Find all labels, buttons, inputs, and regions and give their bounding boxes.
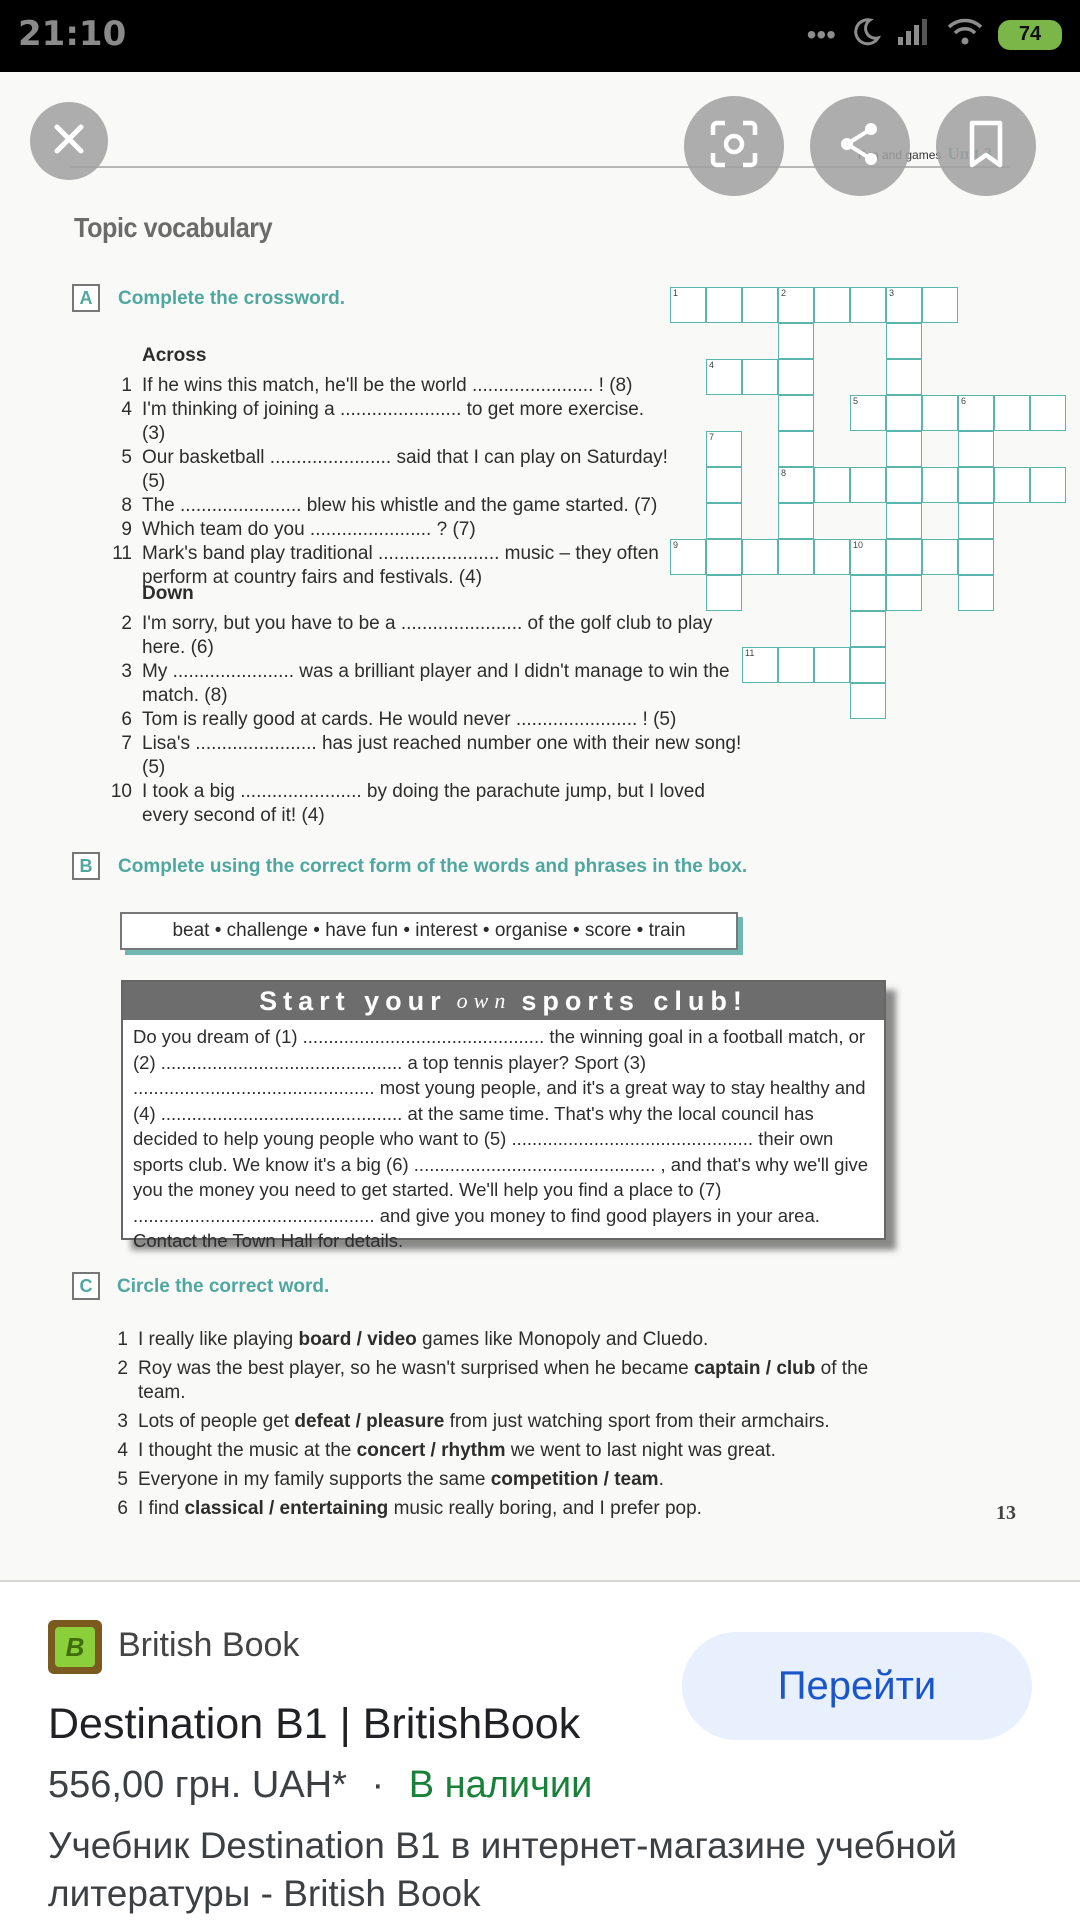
circle-item bbox=[108, 1357, 908, 1405]
clue-text: My ....................... was a brilliant player and I didn't manage to win the match. (8) bbox=[142, 661, 730, 706]
crossword-number: 7 bbox=[709, 432, 715, 442]
clue-item bbox=[102, 780, 752, 828]
crossword-cell bbox=[886, 467, 922, 503]
heading-part-2: sports club! bbox=[521, 985, 748, 1016]
crossword-cell bbox=[850, 611, 886, 647]
clue-item bbox=[102, 494, 672, 518]
crossword-number: 10 bbox=[853, 540, 864, 550]
item-options: captain / club bbox=[693, 1358, 816, 1379]
item-number: 5 bbox=[117, 1469, 128, 1490]
clue-number: 9 bbox=[121, 519, 132, 540]
heading-part-1: Start your bbox=[259, 985, 447, 1016]
item-post: . bbox=[658, 1469, 664, 1490]
crossword-cell bbox=[958, 575, 994, 611]
crossword-cell bbox=[778, 647, 814, 683]
item-options: defeat / pleasure bbox=[294, 1411, 445, 1432]
crossword-cell bbox=[886, 395, 922, 431]
crossword-cell bbox=[814, 467, 850, 503]
crossword-number: 11 bbox=[745, 648, 755, 658]
sports-club-box bbox=[121, 980, 886, 1251]
across-clues bbox=[102, 344, 672, 590]
crossword-cell bbox=[706, 287, 742, 323]
crossword-cell bbox=[850, 647, 886, 683]
item-options: concert / rhythm bbox=[356, 1440, 506, 1461]
item-options: competition / team bbox=[490, 1469, 659, 1490]
result-card bbox=[0, 1580, 1080, 1920]
page-number: 13 bbox=[996, 1502, 1016, 1524]
clue-number: 8 bbox=[121, 495, 132, 516]
crossword-cell bbox=[814, 647, 850, 683]
clue-number: 5 bbox=[121, 447, 132, 468]
crossword-cell bbox=[958, 503, 994, 539]
across-label: Across bbox=[142, 345, 207, 366]
item-text bbox=[138, 1497, 908, 1521]
separator: · bbox=[371, 1764, 385, 1806]
clue-text: Mark's band play traditional ....................... music – they often perform at country fairs and festivals. (4) bbox=[142, 543, 659, 588]
moon-icon bbox=[850, 16, 882, 53]
crossword-cell bbox=[778, 539, 814, 575]
crossword-number: 4 bbox=[709, 360, 715, 370]
crossword-number: 9 bbox=[673, 540, 679, 550]
item-text bbox=[138, 1468, 908, 1492]
share-icon bbox=[835, 119, 885, 174]
section-a-letter: A bbox=[72, 284, 100, 312]
item-post: games like Monopoly and Cluedo. bbox=[416, 1329, 709, 1350]
section-c-title: Circle the correct word. bbox=[117, 1276, 330, 1297]
crossword-cell bbox=[886, 539, 922, 575]
crossword-cell bbox=[886, 431, 922, 467]
crossword-cell bbox=[994, 467, 1030, 503]
more-dots-icon: ••• bbox=[806, 18, 836, 50]
site-favicon: B bbox=[48, 1620, 102, 1674]
word-box: beat • challenge • have fun • interest • organise • score • train bbox=[120, 912, 738, 950]
bookmark-icon bbox=[964, 119, 1008, 174]
section-c-letter: C bbox=[72, 1272, 100, 1300]
item-number: 4 bbox=[117, 1440, 128, 1461]
item-options: classical / entertaining bbox=[184, 1498, 389, 1519]
crossword-cell bbox=[778, 431, 814, 467]
crossword-number: 6 bbox=[961, 396, 967, 406]
lens-icon bbox=[709, 119, 759, 174]
item-number: 2 bbox=[117, 1358, 128, 1379]
item-pre: Lots of people get bbox=[138, 1411, 295, 1432]
item-post: of the team. bbox=[138, 1358, 869, 1403]
sports-club-text: Do you dream of (1) ............................................... the winning goal in a football match, or (2) ............................................... a top tennis player? Sport (3) ............................................... most young people, and it's a great way to stay healthy and (4) ............................................... at the same time. That's why the local council has decided to help young people who want to (5) ............................................... their own sports club. We know it's a big (6) ............................................... , and that's why we'll give you the money you need to get started. We'll help you find a place to (7) ............................................... and give you money to find good players in your area. Contact the Town Hall for details. bbox=[133, 1026, 869, 1251]
clue-text: I took a big ....................... by doing the parachute jump, but I loved every second of it! (4) bbox=[142, 781, 705, 826]
crossword-cell bbox=[778, 503, 814, 539]
clue-text: I'm sorry, but you have to be a ....................... of the golf club to play here. (6) bbox=[142, 613, 713, 658]
clock: 21:10 bbox=[18, 14, 127, 54]
crossword-cell bbox=[994, 395, 1030, 431]
crossword-cell bbox=[922, 539, 958, 575]
item-options: board / video bbox=[298, 1329, 417, 1350]
crossword-cell bbox=[958, 539, 994, 575]
circle-word-list bbox=[108, 1328, 908, 1526]
crossword-cell bbox=[742, 359, 778, 395]
crossword-number: 5 bbox=[853, 396, 859, 406]
result-title[interactable]: Destination B1 | BritishBook bbox=[48, 1700, 581, 1748]
crossword-number: 3 bbox=[889, 288, 895, 298]
close-button[interactable] bbox=[30, 102, 108, 180]
crossword-cell bbox=[814, 539, 850, 575]
crossword-cell bbox=[886, 323, 922, 359]
section-b-letter: B bbox=[72, 852, 100, 880]
item-pre: I thought the music at the bbox=[138, 1440, 357, 1461]
crossword-cell bbox=[814, 287, 850, 323]
status-icons bbox=[807, 16, 1062, 53]
topic-title: Topic vocabulary bbox=[74, 212, 273, 243]
clue-item bbox=[102, 612, 755, 660]
textbook-page bbox=[0, 72, 1080, 1580]
crossword-cell bbox=[886, 575, 922, 611]
crossword-number: 2 bbox=[781, 288, 787, 298]
clue-number: 2 bbox=[121, 613, 132, 634]
crossword-cell bbox=[1030, 467, 1066, 503]
crossword-number: 8 bbox=[781, 468, 787, 478]
price-line bbox=[48, 1764, 592, 1807]
battery-level: 74 bbox=[1018, 23, 1042, 45]
clue-text: The ....................... blew his whistle and the game started. (7) bbox=[142, 495, 658, 516]
clue-text: I'm thinking of joining a ....................... to get more exercise. (3) bbox=[142, 399, 645, 444]
crossword-cell bbox=[850, 575, 886, 611]
crossword-cell bbox=[742, 287, 778, 323]
crossword-cell bbox=[922, 287, 958, 323]
crossword-cell bbox=[778, 359, 814, 395]
section-b-title: Complete using the correct form of the words and phrases in the box. bbox=[118, 856, 748, 877]
clue-item bbox=[102, 374, 672, 398]
down-clues bbox=[102, 582, 755, 828]
item-pre: I find bbox=[138, 1498, 185, 1519]
item-number: 1 bbox=[117, 1329, 128, 1350]
site-name[interactable]: British Book bbox=[118, 1626, 300, 1664]
share-button[interactable] bbox=[810, 96, 910, 196]
clue-text: Our basketball ....................... said that I can play on Saturday! (5) bbox=[142, 447, 668, 492]
clue-item bbox=[102, 518, 672, 542]
sports-club-heading bbox=[123, 982, 884, 1020]
item-number: 3 bbox=[117, 1411, 128, 1432]
clue-text: Lisa's ....................... has just reached number one with their new song! (5) bbox=[142, 733, 742, 778]
crossword-cell bbox=[706, 575, 742, 611]
item-text bbox=[138, 1439, 908, 1463]
heading-own: own bbox=[456, 988, 512, 1013]
clue-number: 3 bbox=[121, 661, 132, 682]
circle-item bbox=[108, 1468, 908, 1492]
lens-button[interactable] bbox=[684, 96, 784, 196]
crossword-number: 1 bbox=[673, 288, 679, 298]
clue-text: If he wins this match, he'll be the world ....................... ! (8) bbox=[142, 375, 633, 396]
status-bar bbox=[0, 0, 1080, 72]
clue-item bbox=[102, 398, 672, 446]
item-post: we went to last night was great. bbox=[505, 1440, 776, 1461]
down-label: Down bbox=[142, 583, 194, 604]
clue-number: 10 bbox=[110, 781, 132, 802]
crossword-cell bbox=[1030, 395, 1066, 431]
bookmark-button[interactable] bbox=[936, 96, 1036, 196]
price: 556,00 грн. UAH* bbox=[48, 1764, 347, 1806]
item-text bbox=[138, 1410, 908, 1434]
crossword-cell bbox=[778, 395, 814, 431]
clue-number: 6 bbox=[121, 709, 132, 730]
clue-text: Which team do you ....................... ? (7) bbox=[142, 519, 476, 540]
crossword-cell bbox=[706, 539, 742, 575]
item-post: music really boring, and I prefer pop. bbox=[388, 1498, 702, 1519]
clue-number: 11 bbox=[112, 543, 132, 564]
crossword-cell bbox=[706, 467, 742, 503]
clue-text: Tom is really good at cards. He would never ....................... ! (5) bbox=[142, 709, 677, 730]
crossword-cell bbox=[850, 467, 886, 503]
item-text bbox=[138, 1357, 908, 1405]
crossword-cell bbox=[958, 467, 994, 503]
circle-item bbox=[108, 1410, 908, 1434]
item-pre: I really like playing bbox=[138, 1329, 299, 1350]
image-viewer[interactable] bbox=[0, 72, 1080, 1580]
crossword-cell bbox=[886, 503, 922, 539]
circle-item bbox=[108, 1328, 908, 1352]
clue-item bbox=[102, 708, 752, 732]
crossword-cell bbox=[706, 503, 742, 539]
visit-button[interactable]: Перейти bbox=[682, 1632, 1032, 1740]
section-a-title: Complete the crossword. bbox=[118, 288, 345, 309]
item-text bbox=[138, 1328, 908, 1352]
item-pre: Roy was the best player, so he wasn't surprised when he became bbox=[138, 1358, 694, 1379]
clue-number: 4 bbox=[121, 399, 132, 420]
circle-item bbox=[108, 1497, 908, 1521]
crossword-cell bbox=[778, 323, 814, 359]
clue-number: 1 bbox=[121, 375, 132, 396]
battery-icon bbox=[998, 20, 1062, 50]
clue-item bbox=[102, 732, 752, 780]
item-number: 6 bbox=[117, 1498, 128, 1519]
result-description: Учебник Destination B1 в интернет-магазине учебной литературы - British Book bbox=[48, 1825, 957, 1914]
clue-number: 7 bbox=[121, 733, 132, 754]
wifi-icon bbox=[946, 17, 984, 52]
crossword-cell bbox=[742, 539, 778, 575]
crossword-cell bbox=[886, 359, 922, 395]
crossword-cell bbox=[922, 395, 958, 431]
item-post: from just watching sport from their armchairs. bbox=[444, 1411, 830, 1432]
crossword-cell bbox=[922, 467, 958, 503]
close-icon bbox=[49, 119, 89, 164]
crossword-cell bbox=[850, 287, 886, 323]
circle-item bbox=[108, 1439, 908, 1463]
crossword-cell bbox=[850, 683, 886, 719]
signal-icon bbox=[896, 17, 932, 52]
clue-item bbox=[102, 660, 752, 708]
item-pre: Everyone in my family supports the same bbox=[138, 1469, 491, 1490]
stock-status: В наличии bbox=[408, 1764, 593, 1806]
crossword-cell bbox=[958, 431, 994, 467]
clue-item bbox=[102, 446, 672, 494]
header-chapter: games bbox=[905, 148, 942, 162]
